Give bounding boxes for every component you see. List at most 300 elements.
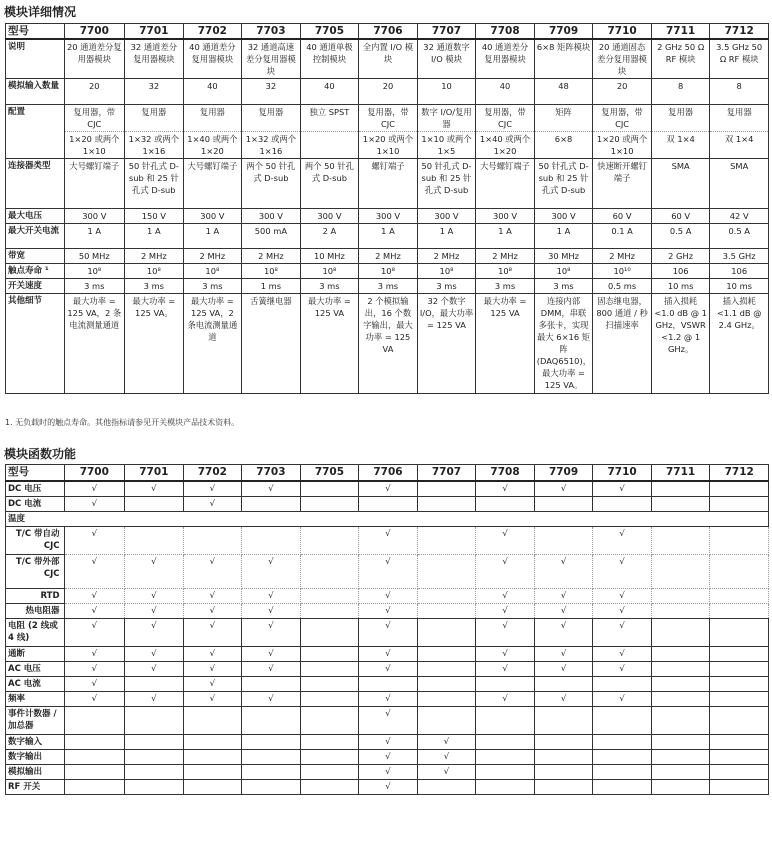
table-cell bbox=[710, 481, 769, 497]
table-cell bbox=[242, 750, 301, 765]
table-cell bbox=[476, 765, 535, 780]
table-cell: 1×32 或两个 1×16 bbox=[242, 132, 301, 159]
table-cell: 10⁸ bbox=[359, 264, 418, 279]
table-cell bbox=[359, 677, 418, 692]
table-cell: 2 MHz bbox=[183, 249, 242, 264]
table-cell: 1×20 或两个 1×10 bbox=[64, 132, 125, 159]
row-label: 其他细节 bbox=[6, 294, 65, 394]
check-mark: √ bbox=[359, 765, 418, 780]
table-cell: 10⁸ bbox=[534, 264, 593, 279]
table-cell bbox=[300, 604, 359, 619]
table-cell bbox=[300, 589, 359, 604]
table-cell: 大号螺钉端子 bbox=[64, 159, 125, 209]
table-cell: 300 V bbox=[242, 209, 301, 224]
table-cell bbox=[300, 735, 359, 750]
table-row bbox=[6, 209, 769, 224]
table-cell: 最大功率 = 125 VA bbox=[300, 294, 359, 394]
table-cell bbox=[300, 750, 359, 765]
table-cell bbox=[710, 677, 769, 692]
check-mark: √ bbox=[593, 692, 652, 707]
check-mark: √ bbox=[534, 647, 593, 662]
table-cell: 复用器，带 CJC bbox=[359, 105, 418, 132]
row-label: 最大开关电流 bbox=[6, 224, 65, 249]
check-mark: √ bbox=[359, 481, 418, 497]
table-cell: 2 GHz 50 Ω RF 模块 bbox=[651, 39, 710, 79]
table-cell: 0.5 ms bbox=[593, 279, 652, 294]
check-mark: √ bbox=[476, 589, 535, 604]
table-cell: 2 MHz bbox=[417, 249, 476, 264]
check-mark: √ bbox=[242, 662, 301, 677]
module-functions-table bbox=[5, 464, 769, 795]
check-mark: √ bbox=[183, 692, 242, 707]
table-cell bbox=[476, 750, 535, 765]
check-mark: √ bbox=[64, 619, 125, 647]
row-label: 带宽 bbox=[6, 249, 65, 264]
table-cell bbox=[710, 604, 769, 619]
check-mark: √ bbox=[125, 647, 184, 662]
table-cell bbox=[300, 132, 359, 159]
table-cell: 3.5 GHz bbox=[710, 249, 769, 264]
header-model: 7707 bbox=[417, 465, 476, 482]
check-mark: √ bbox=[64, 555, 125, 589]
row-label: 最大电压 bbox=[6, 209, 65, 224]
table-cell: 3 ms bbox=[534, 279, 593, 294]
table-cell bbox=[183, 707, 242, 735]
table-row bbox=[6, 79, 769, 105]
header-model: 7712 bbox=[710, 24, 769, 40]
table-cell bbox=[593, 677, 652, 692]
table-cell: 1 A bbox=[125, 224, 184, 249]
row-label: 开关速度 bbox=[6, 279, 65, 294]
table-cell bbox=[593, 765, 652, 780]
check-mark: √ bbox=[593, 589, 652, 604]
check-mark: √ bbox=[125, 604, 184, 619]
check-mark: √ bbox=[183, 481, 242, 497]
table-cell bbox=[125, 677, 184, 692]
header-model: 7705 bbox=[300, 465, 359, 482]
table-cell bbox=[534, 765, 593, 780]
check-mark: √ bbox=[359, 735, 418, 750]
table-cell: 0.1 A bbox=[593, 224, 652, 249]
table-cell bbox=[183, 735, 242, 750]
table-cell: 插入损耗 <1.1 dB @ 2.4 GHz。 bbox=[710, 294, 769, 394]
table-cell bbox=[125, 735, 184, 750]
check-mark: √ bbox=[476, 647, 535, 662]
table-cell bbox=[710, 647, 769, 662]
table-cell bbox=[710, 735, 769, 750]
table-cell: 3 ms bbox=[183, 279, 242, 294]
table-cell: 20 通道差分复用器模块 bbox=[64, 39, 125, 79]
table-cell: 1×40 或两个 1×20 bbox=[183, 132, 242, 159]
check-mark: √ bbox=[476, 555, 535, 589]
table-cell: 数字 I/O/复用器 bbox=[417, 105, 476, 132]
table-cell bbox=[534, 750, 593, 765]
table-cell: 2 个模拟输出，16 个数字输出，最大功率 = 125 VA bbox=[359, 294, 418, 394]
table-cell bbox=[476, 735, 535, 750]
table-cell: 300 V bbox=[476, 209, 535, 224]
table-cell bbox=[710, 662, 769, 677]
check-mark: √ bbox=[417, 765, 476, 780]
table-row bbox=[6, 677, 769, 692]
header-model: 7701 bbox=[125, 465, 184, 482]
header-model: 7701 bbox=[125, 24, 184, 40]
row-label: DC 电流 bbox=[6, 497, 65, 512]
table-cell bbox=[242, 780, 301, 795]
table-cell: 300 V bbox=[64, 209, 125, 224]
check-mark: √ bbox=[593, 647, 652, 662]
header-model: 7712 bbox=[710, 465, 769, 482]
table-cell: 插入损耗 <1.0 dB @ 1 GHz，VSWR <1.2 @ 1 GHz。 bbox=[651, 294, 710, 394]
table-cell bbox=[300, 619, 359, 647]
check-mark: √ bbox=[125, 619, 184, 647]
table-cell bbox=[710, 780, 769, 795]
table-cell: 8 bbox=[651, 79, 710, 105]
table-cell bbox=[593, 780, 652, 795]
table-cell: 复用器，带 CJC bbox=[593, 105, 652, 132]
check-mark: √ bbox=[359, 604, 418, 619]
table-cell bbox=[183, 527, 242, 555]
check-mark: √ bbox=[534, 555, 593, 589]
check-mark: √ bbox=[476, 604, 535, 619]
table-cell bbox=[651, 750, 710, 765]
row-label: 模拟输入数量 bbox=[6, 79, 65, 105]
table-row bbox=[6, 692, 769, 707]
check-mark: √ bbox=[534, 481, 593, 497]
table-cell: 1×40 或两个 1×20 bbox=[476, 132, 535, 159]
table-cell: 复用器 bbox=[710, 105, 769, 132]
section2-title: 模块函数功能 bbox=[4, 447, 77, 461]
table-cell bbox=[710, 589, 769, 604]
check-mark: √ bbox=[64, 589, 125, 604]
table-row bbox=[6, 39, 769, 79]
check-mark: √ bbox=[359, 692, 418, 707]
table-cell bbox=[125, 497, 184, 512]
table-cell: 32 通道数字 I/O 模块 bbox=[417, 39, 476, 79]
check-mark: √ bbox=[417, 750, 476, 765]
table-cell: 复用器 bbox=[242, 105, 301, 132]
table-cell bbox=[651, 780, 710, 795]
table-cell: 50 MHz bbox=[64, 249, 125, 264]
table-cell: 最大功率 = 125 VA。 bbox=[125, 294, 184, 394]
table-cell bbox=[242, 735, 301, 750]
table-cell: 32 bbox=[242, 79, 301, 105]
header-model: 7709 bbox=[534, 24, 593, 40]
table-cell bbox=[651, 692, 710, 707]
table-row bbox=[6, 294, 769, 394]
header-model: 7700 bbox=[64, 24, 125, 40]
check-mark: √ bbox=[534, 692, 593, 707]
footnote: 1. 无负载时的触点寿命。其他指标请参见开关模块产品技术资料。 bbox=[5, 418, 240, 427]
table-cell: 10⁸ bbox=[125, 264, 184, 279]
table-cell: 2 MHz bbox=[125, 249, 184, 264]
check-mark: √ bbox=[183, 589, 242, 604]
table-cell: 1×10 或两个 1×5 bbox=[417, 132, 476, 159]
table-row bbox=[6, 707, 769, 735]
table-cell bbox=[183, 780, 242, 795]
table-cell: 舌簧继电器 bbox=[242, 294, 301, 394]
check-mark: √ bbox=[64, 497, 125, 512]
table-cell bbox=[300, 647, 359, 662]
header-model: 7702 bbox=[183, 24, 242, 40]
check-mark: √ bbox=[417, 735, 476, 750]
check-mark: √ bbox=[359, 780, 418, 795]
table-cell: 50 针孔式 D-sub 和 25 针孔式 D-sub bbox=[125, 159, 184, 209]
table-cell: 1 A bbox=[476, 224, 535, 249]
table-cell: 10⁸ bbox=[476, 264, 535, 279]
row-label: T/C 带自动 CJC bbox=[6, 527, 65, 555]
row-label: 连接器类型 bbox=[6, 159, 65, 209]
table-cell: 两个 50 针孔式 D-sub bbox=[300, 159, 359, 209]
table-cell: 20 bbox=[359, 79, 418, 105]
row-label: 说明 bbox=[6, 39, 65, 79]
check-mark: √ bbox=[183, 662, 242, 677]
check-mark: √ bbox=[593, 481, 652, 497]
table-row bbox=[6, 264, 769, 279]
table-cell: 3 ms bbox=[417, 279, 476, 294]
table-cell bbox=[64, 750, 125, 765]
table-cell: 3.5 GHz 50 Ω RF 模块 bbox=[710, 39, 769, 79]
table-cell: 10¹⁰ bbox=[593, 264, 652, 279]
table-cell bbox=[417, 619, 476, 647]
header-label: 型号 bbox=[6, 24, 65, 40]
table-cell bbox=[242, 527, 301, 555]
table-cell bbox=[417, 481, 476, 497]
table-cell bbox=[417, 780, 476, 795]
table-cell: 150 V bbox=[125, 209, 184, 224]
header-model: 7707 bbox=[417, 24, 476, 40]
check-mark: √ bbox=[64, 677, 125, 692]
table-cell: 1×20 或两个 1×10 bbox=[359, 132, 418, 159]
table-cell bbox=[651, 619, 710, 647]
table-cell bbox=[651, 589, 710, 604]
table-cell: 42 V bbox=[710, 209, 769, 224]
table-cell bbox=[651, 677, 710, 692]
table-cell bbox=[417, 555, 476, 589]
row-label: 数字输入 bbox=[6, 735, 65, 750]
row-label: 热电阻器 bbox=[6, 604, 65, 619]
table-cell: 矩阵 bbox=[534, 105, 593, 132]
check-mark: √ bbox=[593, 555, 652, 589]
check-mark: √ bbox=[593, 619, 652, 647]
table-row bbox=[6, 105, 769, 132]
table-cell bbox=[593, 750, 652, 765]
table-cell: 32 个数字 I/O，最大功率 = 125 VA bbox=[417, 294, 476, 394]
check-mark: √ bbox=[534, 589, 593, 604]
table-cell bbox=[417, 604, 476, 619]
table-cell bbox=[300, 765, 359, 780]
table-row bbox=[6, 249, 769, 264]
check-mark: √ bbox=[183, 619, 242, 647]
table-cell: 32 bbox=[125, 79, 184, 105]
table-cell bbox=[651, 497, 710, 512]
table-cell bbox=[300, 780, 359, 795]
header-model: 7710 bbox=[593, 465, 652, 482]
table-cell bbox=[417, 589, 476, 604]
table-cell: 螺钉端子 bbox=[359, 159, 418, 209]
check-mark: √ bbox=[359, 647, 418, 662]
table-cell: 双 1×4 bbox=[710, 132, 769, 159]
check-mark: √ bbox=[359, 619, 418, 647]
check-mark: √ bbox=[242, 481, 301, 497]
table-cell bbox=[710, 765, 769, 780]
table-cell: 双 1×4 bbox=[651, 132, 710, 159]
table-cell: 固态继电器，800 通道 / 秒扫描速率 bbox=[593, 294, 652, 394]
table-cell: 40 bbox=[300, 79, 359, 105]
table-cell: 10 MHz bbox=[300, 249, 359, 264]
table-cell bbox=[710, 619, 769, 647]
table-cell: 8 bbox=[710, 79, 769, 105]
check-mark: √ bbox=[359, 750, 418, 765]
table-cell: 两个 50 针孔式 D-sub bbox=[242, 159, 301, 209]
table-cell: 32 通道高速差分复用器模块 bbox=[242, 39, 301, 79]
table-cell bbox=[300, 481, 359, 497]
table-cell: 1 A bbox=[64, 224, 125, 249]
table-row bbox=[6, 512, 769, 527]
row-label: T/C 带外部 CJC bbox=[6, 555, 65, 589]
table-cell: 大号螺钉端子 bbox=[476, 159, 535, 209]
header-model: 7710 bbox=[593, 24, 652, 40]
table-cell bbox=[300, 677, 359, 692]
table-row bbox=[6, 555, 769, 589]
check-mark: √ bbox=[125, 481, 184, 497]
header-model: 7706 bbox=[359, 24, 418, 40]
table-cell bbox=[125, 707, 184, 735]
table-cell: SMA bbox=[710, 159, 769, 209]
table-cell: 300 V bbox=[534, 209, 593, 224]
table-cell bbox=[183, 765, 242, 780]
table-row bbox=[6, 735, 769, 750]
header-model: 7702 bbox=[183, 465, 242, 482]
table-row bbox=[6, 780, 769, 795]
table-cell: 复用器 bbox=[125, 105, 184, 132]
row-label: AC 电流 bbox=[6, 677, 65, 692]
header-model: 7705 bbox=[300, 24, 359, 40]
table-cell: 10⁸ bbox=[242, 264, 301, 279]
row-label: 模拟输出 bbox=[6, 765, 65, 780]
table-cell: 2 MHz bbox=[242, 249, 301, 264]
table-cell bbox=[64, 765, 125, 780]
table-cell: 1 A bbox=[417, 224, 476, 249]
check-mark: √ bbox=[125, 662, 184, 677]
table-cell: 最大功率 = 125 VA，2 条电流测量通道 bbox=[183, 294, 242, 394]
check-mark: √ bbox=[125, 589, 184, 604]
table-cell: 0.5 A bbox=[651, 224, 710, 249]
table-cell: 1×32 或两个 1×16 bbox=[125, 132, 184, 159]
table-cell: 6×8 矩阵模块 bbox=[534, 39, 593, 79]
table-cell: 40 通道差分复用器模块 bbox=[183, 39, 242, 79]
table-cell: 连接内部 DMM，串联多张卡，实现最大 6×16 矩阵 (DAQ6510)，最大功率 = 125 VA。 bbox=[534, 294, 593, 394]
header-model: 7700 bbox=[64, 465, 125, 482]
table-cell: 1 ms bbox=[242, 279, 301, 294]
check-mark: √ bbox=[183, 555, 242, 589]
check-mark: √ bbox=[242, 555, 301, 589]
table-cell bbox=[300, 707, 359, 735]
table-cell bbox=[417, 647, 476, 662]
table-cell bbox=[651, 662, 710, 677]
table-cell: 3 ms bbox=[125, 279, 184, 294]
table-cell: 106 bbox=[651, 264, 710, 279]
table-cell: 40 bbox=[476, 79, 535, 105]
table-cell bbox=[476, 497, 535, 512]
check-mark: √ bbox=[183, 647, 242, 662]
table-cell: 10⁸ bbox=[300, 264, 359, 279]
table-cell: 2 MHz bbox=[593, 249, 652, 264]
check-mark: √ bbox=[242, 692, 301, 707]
table-cell bbox=[651, 481, 710, 497]
table-cell bbox=[125, 750, 184, 765]
table-row bbox=[6, 604, 769, 619]
table-cell bbox=[534, 677, 593, 692]
check-mark: √ bbox=[242, 619, 301, 647]
table-cell bbox=[534, 707, 593, 735]
table-cell bbox=[710, 692, 769, 707]
module-details-table bbox=[5, 23, 769, 394]
table-cell bbox=[242, 765, 301, 780]
row-label: 通断 bbox=[6, 647, 65, 662]
check-mark: √ bbox=[476, 527, 535, 555]
table-cell: 10 bbox=[417, 79, 476, 105]
table-cell bbox=[300, 497, 359, 512]
table-cell: 大号螺钉端子 bbox=[183, 159, 242, 209]
table-cell: 复用器，带 CJC bbox=[64, 105, 125, 132]
table-cell: 复用器 bbox=[183, 105, 242, 132]
table-cell: 最大功率 = 125 VA bbox=[476, 294, 535, 394]
check-mark: √ bbox=[359, 662, 418, 677]
table-cell bbox=[417, 677, 476, 692]
table-cell: 1×20 或两个 1×10 bbox=[593, 132, 652, 159]
table-cell: 300 V bbox=[359, 209, 418, 224]
table-cell: 10 ms bbox=[651, 279, 710, 294]
table-cell bbox=[300, 527, 359, 555]
row-label: AC 电压 bbox=[6, 662, 65, 677]
table-row bbox=[6, 765, 769, 780]
table-cell: 500 mA bbox=[242, 224, 301, 249]
table-cell: 300 V bbox=[417, 209, 476, 224]
table-cell bbox=[651, 555, 710, 589]
check-mark: √ bbox=[534, 604, 593, 619]
table-cell bbox=[651, 707, 710, 735]
table-cell bbox=[417, 497, 476, 512]
row-label: RF 开关 bbox=[6, 780, 65, 795]
table-cell: 48 bbox=[534, 79, 593, 105]
header-model: 7711 bbox=[651, 24, 710, 40]
row-label bbox=[6, 132, 65, 159]
check-mark: √ bbox=[242, 647, 301, 662]
table-cell bbox=[125, 780, 184, 795]
table-cell bbox=[300, 692, 359, 707]
check-mark: √ bbox=[593, 604, 652, 619]
table-cell bbox=[651, 735, 710, 750]
table-cell: 2 MHz bbox=[476, 249, 535, 264]
table-cell: 20 bbox=[64, 79, 125, 105]
check-mark: √ bbox=[125, 555, 184, 589]
table-cell bbox=[242, 677, 301, 692]
table-cell bbox=[534, 780, 593, 795]
table-cell: 独立 SPST bbox=[300, 105, 359, 132]
table-cell bbox=[710, 750, 769, 765]
table-cell bbox=[651, 647, 710, 662]
table-cell: 20 bbox=[593, 79, 652, 105]
section1-title: 模块详细情况 bbox=[4, 5, 77, 19]
table-cell bbox=[651, 765, 710, 780]
check-mark: √ bbox=[64, 604, 125, 619]
table-cell bbox=[242, 497, 301, 512]
check-mark: √ bbox=[242, 589, 301, 604]
table-cell: 50 针孔式 D-sub 和 25 针孔式 D-sub bbox=[534, 159, 593, 209]
check-mark: √ bbox=[359, 555, 418, 589]
table-cell: 3 ms bbox=[64, 279, 125, 294]
header-model: 7708 bbox=[476, 465, 535, 482]
